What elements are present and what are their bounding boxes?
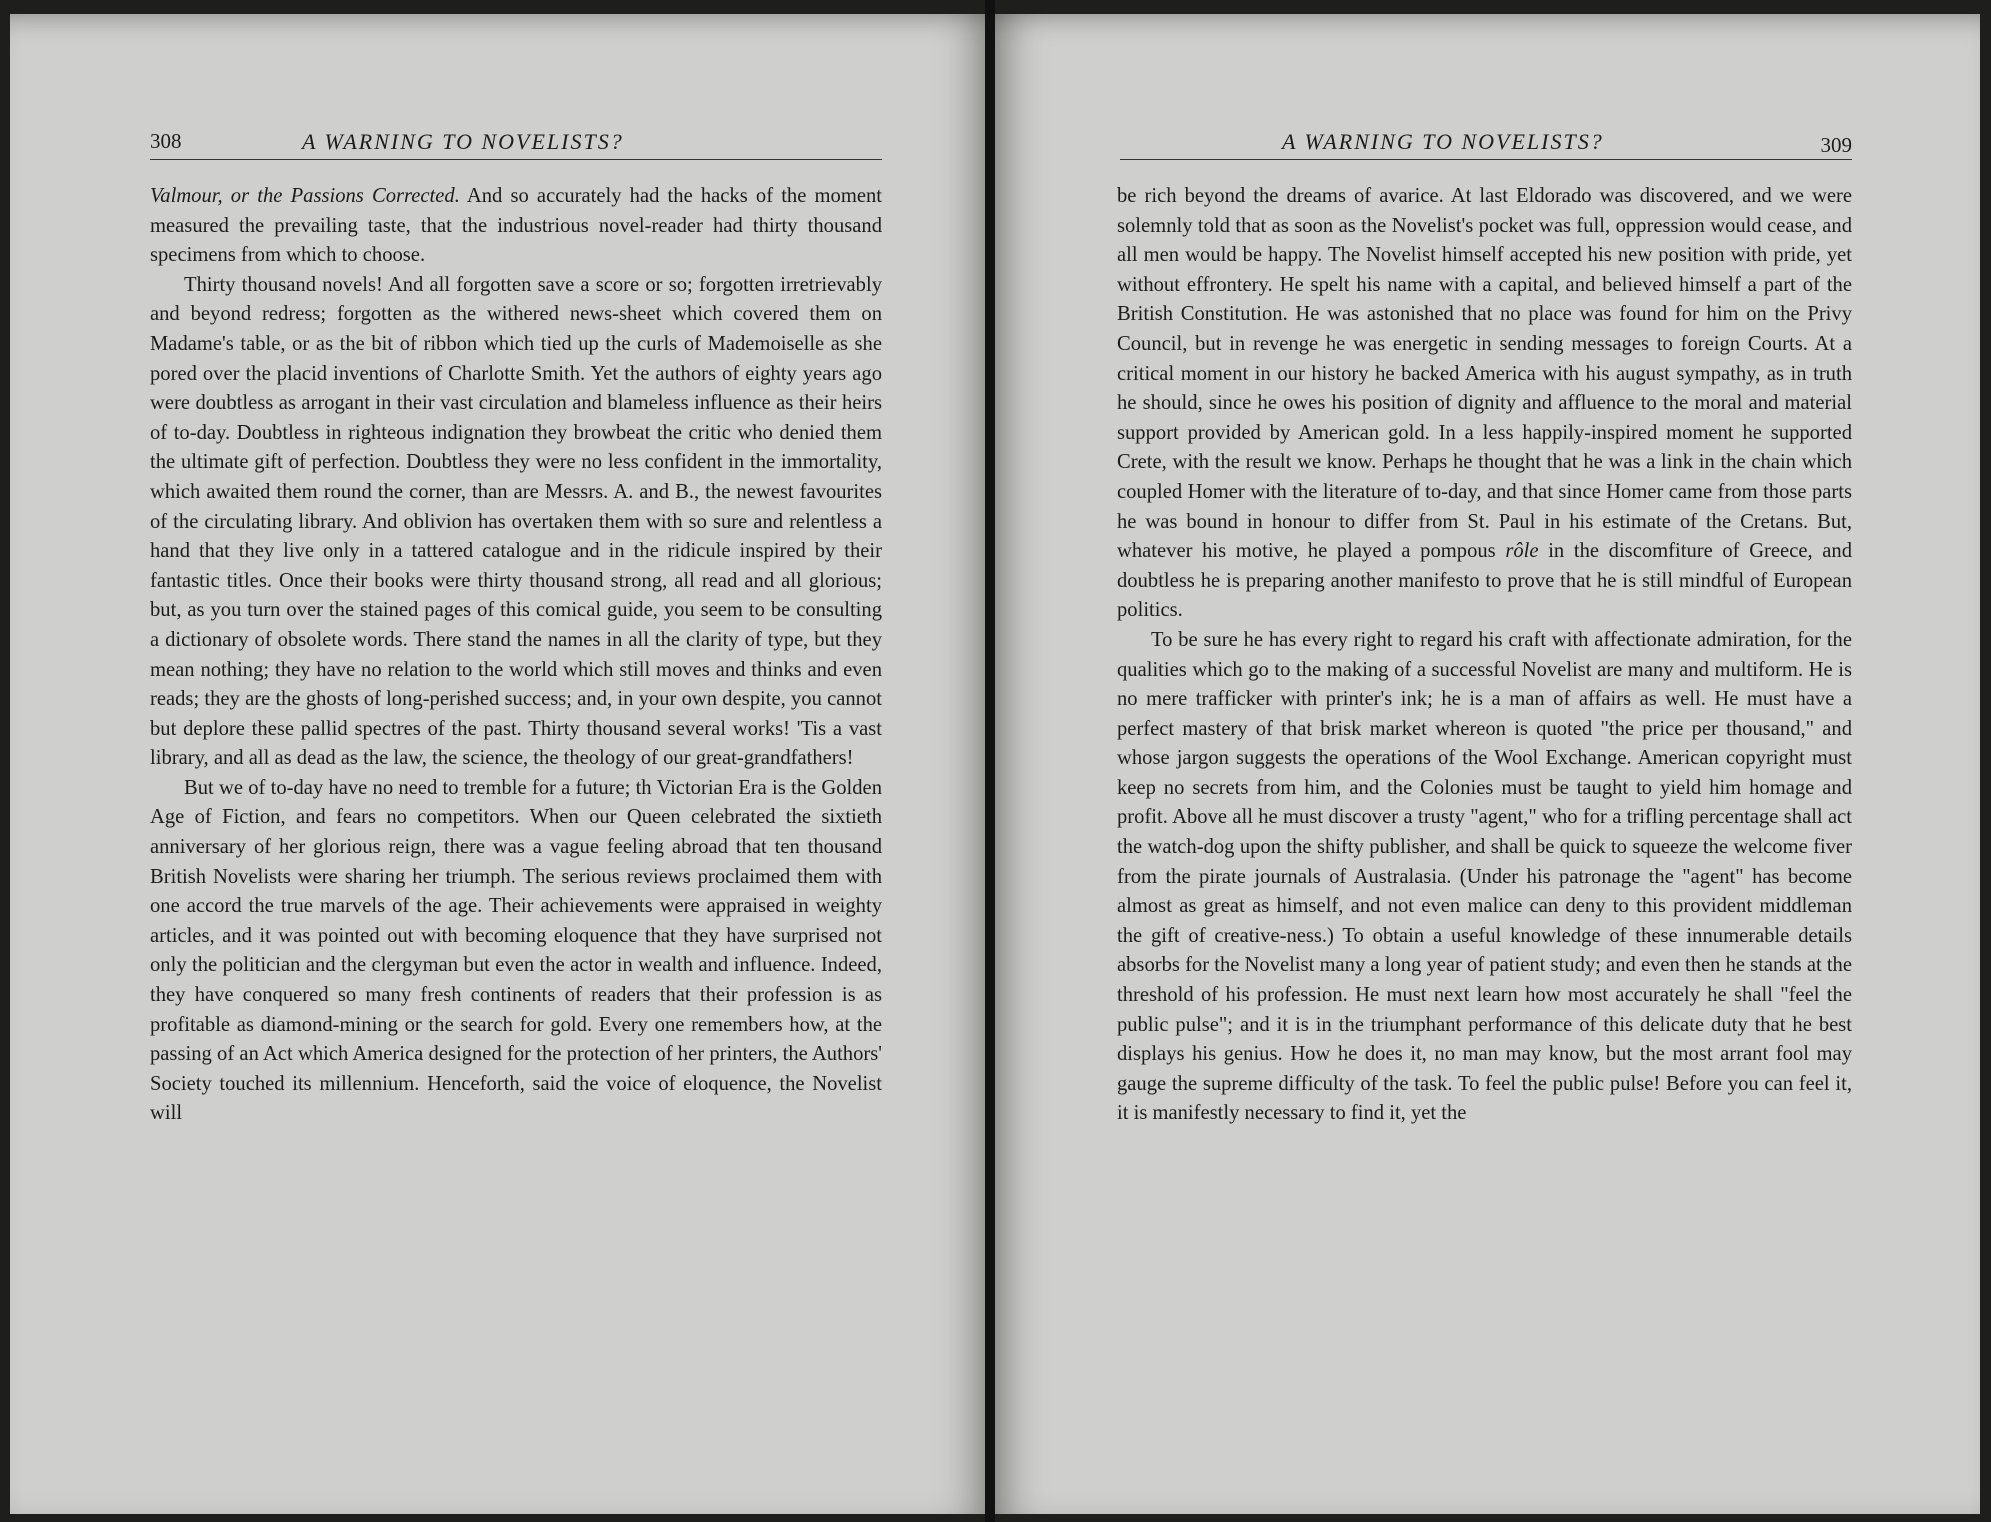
paragraph: To be sure he has every right to regard his craft with affectionate admiration, for the qualities which go to the making of a successful Novelist are many and multiform. He is no mere trafficker with printer's ink; he is a man of affairs as well. He must have a perfect mastery of that brisk market whereon is quoted "the price per thousand," and whose jargon suggests the operations of the Wool Exchange. American copyright must keep no secrets from him, and the Colonies must be taught to yield him homage and profit. Above all he must discover a trusty "agent," who for a trifling percentage shall act the watch-dog upon the shifty publisher, and shall be quick to squeeze the welcome fiver from the pirate journals of Australasia. (Under his patronage the "agent" has become almost as great as himself, and not even malice can deny to this provident middleman the gift of creative-ness.) To obtain a useful knowledge of these innumerable details absorbs for the Novelist many a long year of patient study; and even then he stands at the threshold of his profession. He must next learn how most accurately he shall "feel the public pulse"; and it is in the triumphant performance of this delicate duty that he best displays his genius. How he does it, no man may know, but the most arrant fool may gauge the supreme difficulty of the task. To feel the public pulse! Before you can feel it, it is manifestly necessary to find it, yet the — [1117, 628, 1852, 1125]
right-page — [995, 14, 1980, 1514]
paragraph: But we of to-day have no need to tremble for a future; th Victorian Era is the Golden Age of Fiction, and fears no competitors. When our Queen celebrated the sixtieth anniversary of her glorious reign, there was a vague feeling abroad that ten thousand British Novelists were sharing her triumph. The serious reviews proclaimed them with one accord the true marvels of the age. Their achievements were appraised in weighty articles, and it was pointed out with becoming eloquence that they have surprised not only the politician and the clergyman but even the actor in wealth and influence. Indeed, they have conquered so many fresh continents of readers that their profession is as profitable as diamond-mining or the search for gold. Every one remembers how, at the passing of an Act which America designed for the protection of her printers, the Authors' Society touched its millennium. Henceforth, said the voice of eloquence, the Novelist will — [150, 776, 882, 1125]
paragraph-text: And so accurately had the hacks of the moment measured the prevailing taste, that the industrious novel-reader had thirty thousand specimens from which to choose. — [150, 185, 882, 267]
running-head: A WARNING TO NOVELISTS? — [1282, 129, 1604, 154]
left-page-header — [150, 119, 882, 160]
left-page-body — [150, 182, 882, 1129]
book-gutter — [985, 0, 995, 1522]
paragraph: Thirty thousand novels! And all forgotten save a score or so; forgotten irretrievably and beyond redress; forgotten as the withered news-sheet which covered them on Madame's table, or as the bit of ribbon which tied up the curls of Mademoiselle as she pored over the placid inventions of Charlotte Smith. Yet the authors of eighty years ago were doubtless as arrogant in their vast circulation and blameless influence as their heirs of to-day. Doubtless in righteous indignation they browbeat the critic who denied them the ultimate gift of perfection. Doubtless they were no less confident in the immortality, which awaited them round the corner, than are Messrs. A. and B., the newest favourites of the circulating library. And oblivion has overtaken them with so sure and relentless a hand that they live only in a tattered catalogue and in the ridicule inspired by their fantastic titles. Once their books were thirty thousand strong, all read and all glorious; but, as you turn over the stained pages of this comical guide, you seem to be consulting a dictionary of obsolete words. There stand the names in all the clarity of type, but they mean nothing; they have no relation to the world which still moves and thinks and even reads; they are the ghosts of long-perished success; and, in your own despite, you cannot but deplore these pallid spectres of the past. Thirty thousand several works! 'Tis a vast library, and all as dead as the law, the science, the theology of our great-grandfathers! — [150, 273, 882, 770]
paragraph-text: in the discomfiture of Greece, and doubtless he is preparing another manifesto to prove that he is still mindful of European politics. — [1117, 540, 1853, 622]
book-title: Valmour, or the Passions Corrected. — [150, 185, 460, 207]
paragraph — [150, 182, 882, 271]
italic-word: rôle — [1505, 540, 1539, 563]
left-page — [10, 14, 985, 1514]
paragraph-text: be rich beyond the dreams of avarice. At last Eldorado was discovered, and we were solemnly told that as soon as the Novelist's pocket was full, oppression would cease, and all men would be happy. The Novelist himself accepted his new position with pride, yet without effrontery. He spelt his name with a capital, and believed himself a part of the British Constitution. He was astonished that no place was found for him on the Privy Council, but in revenge he was energetic in sending messages to foreign Courts. At a critical moment in our history he backed America with his august sympathy, as in truth he should, since he owes his position of dignity and affluence to the moral and material support provided by American gold. In a less happily-inspired moment he supported Crete, with the result we know. Perhaps he thought that he was a link in the chain which coupled Homer with the literature of to-day, and that since Homer came from those parts he was bound in honour to differ from St. Paul in his estimate of the Cretans. But, whatever his motive, he played a pompous — [1117, 185, 1852, 563]
right-page-header — [1120, 119, 1852, 160]
page-number: 309 — [1820, 133, 1852, 157]
page-number: 308 — [150, 129, 182, 153]
running-head: A WARNING TO NOVELISTS? — [302, 129, 624, 154]
right-page-body — [1117, 182, 1852, 1129]
paragraph — [1117, 182, 1852, 626]
